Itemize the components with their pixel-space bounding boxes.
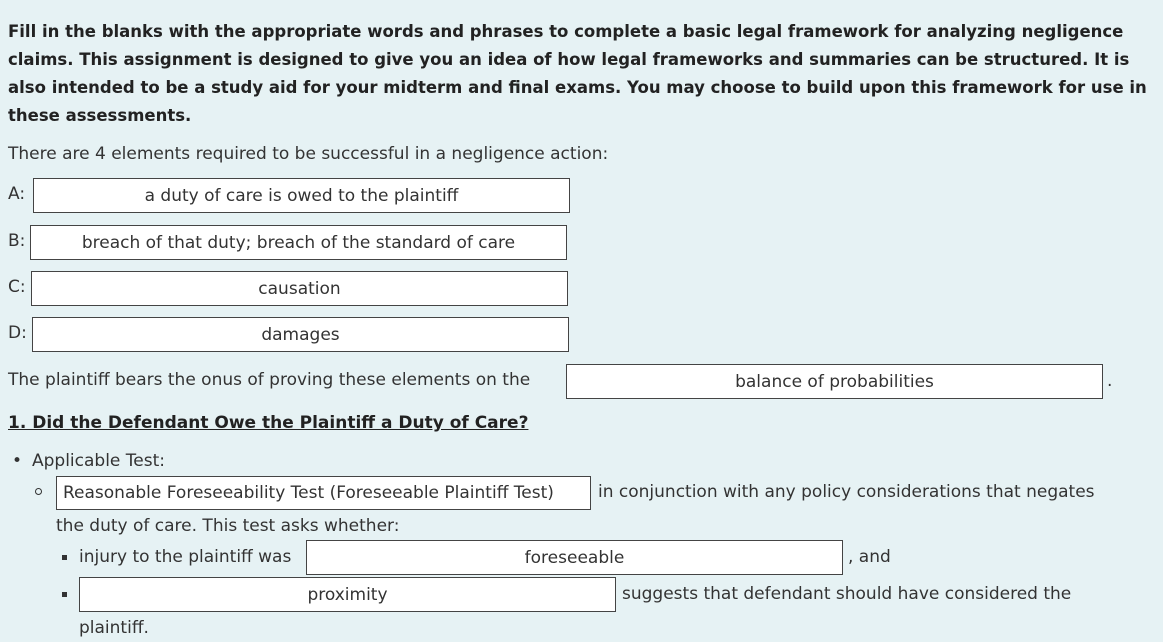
onus-period: .: [1107, 371, 1113, 391]
elements-intro: There are 4 elements required to be successful in a negligence action:: [8, 144, 609, 164]
bullet-dot: •: [12, 451, 23, 471]
sub2-suffix: suggests that defendant should have considered the: [622, 584, 1072, 604]
element-a-label: A:: [8, 184, 26, 204]
proximity-input[interactable]: [79, 577, 616, 612]
sub1-suffix: , and: [848, 547, 891, 567]
test-line-2: the duty of care. This test asks whether:: [56, 516, 400, 536]
element-d-label: D:: [8, 323, 27, 343]
element-d-input[interactable]: [32, 317, 569, 352]
test-suffix: in conjunction with any policy considerations that negates: [598, 482, 1095, 502]
element-a-input[interactable]: [33, 178, 570, 213]
square-bullet-icon: [62, 592, 67, 597]
onus-text: The plaintiff bears the onus of proving these elements on the: [8, 370, 531, 390]
sub1-prefix: injury to the plaintiff was: [79, 547, 292, 567]
circle-bullet-icon: [35, 488, 42, 495]
applicable-test-label: Applicable Test:: [32, 451, 166, 471]
square-bullet-icon: [62, 555, 67, 560]
instructions-text: Fill in the blanks with the appropriate words and phrases to complete a basic legal framework for analyzing negligence claims. This assignment is designed to give you an idea of how legal frameworks and summaries can be structured. It is also intended to be a study aid for your midterm and final exams. You may choose to build upon this framework for use in these assessments.: [8, 22, 1147, 125]
element-c-input[interactable]: [31, 271, 568, 306]
sub2-line-2: plaintiff.: [79, 618, 149, 638]
section-1-heading: 1. Did the Defendant Owe the Plaintiff a Duty of Care?: [8, 413, 529, 433]
onus-input[interactable]: [566, 364, 1103, 399]
element-b-label: B:: [8, 231, 26, 251]
foreseeable-input[interactable]: [306, 540, 843, 575]
element-b-input[interactable]: [30, 225, 567, 260]
test-name-input[interactable]: [56, 476, 591, 510]
element-c-label: C:: [8, 277, 26, 297]
